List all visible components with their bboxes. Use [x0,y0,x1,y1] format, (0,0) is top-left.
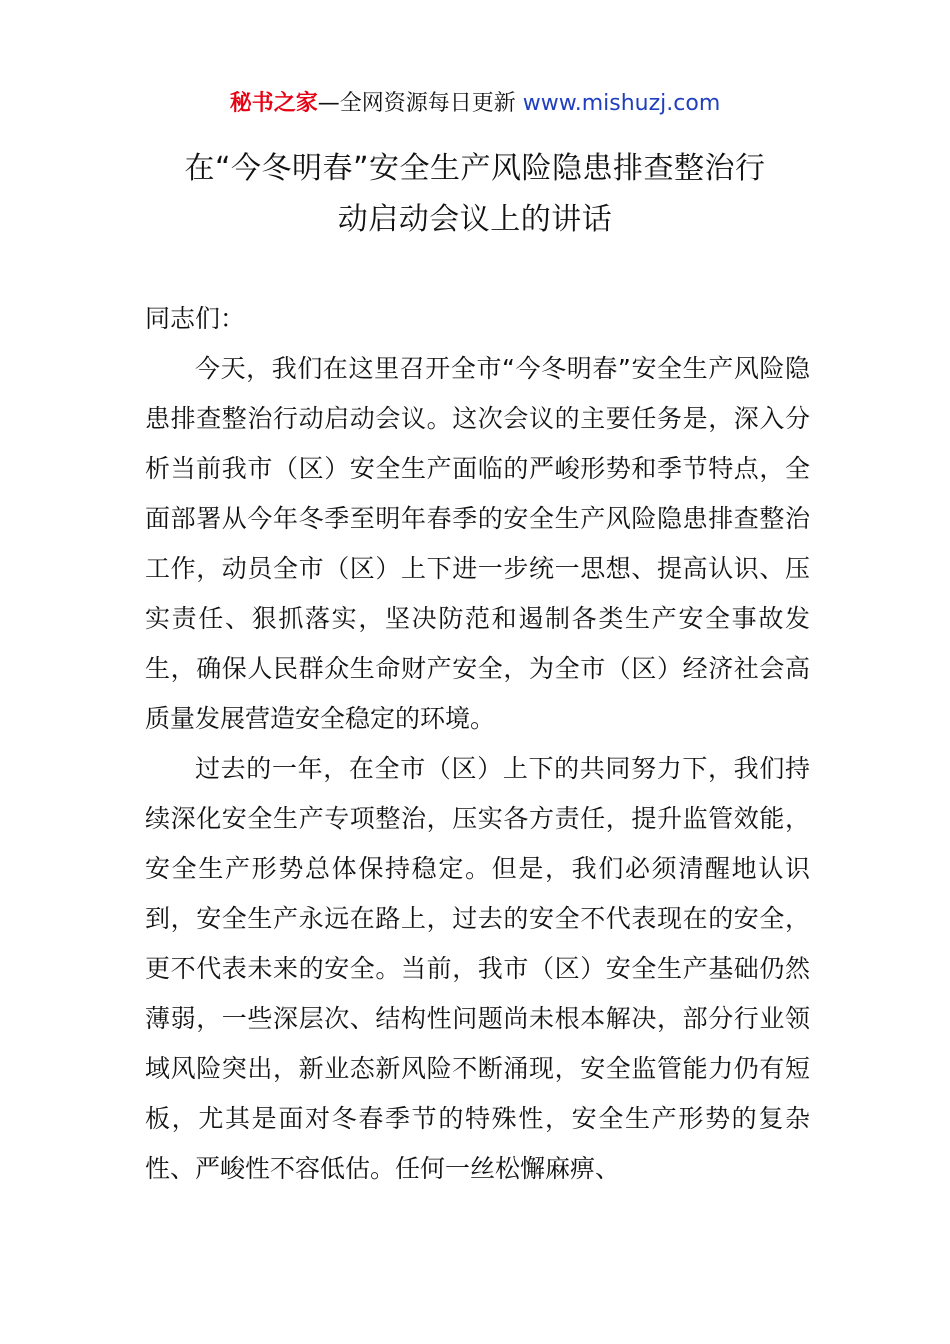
document-title [120,143,830,245]
site-header [0,86,950,122]
site-url-link[interactable]: www.mishuzj.com [515,91,721,116]
site-tagline: —全网资源每日更新 [317,91,516,116]
document-title-line-2: 动启动会议上的讲话 [337,202,613,237]
paragraph-2: 过去的一年，在全市（区）上下的共同努力下，我们持续深化安全生产专项整治，压实各方责任，提升监管效能，安全生产形势总体保持稳定。但是，我们必须清醒地认识到，安全生产永远在路上，过去的安全不代表现在的安全，更不代表未来的安全。当前，我市（区）安全生产基础仍然薄弱，一些深层次、结构性问题尚未根本解决，部分行业领域风险突出，新业态新风险不断涌现，安全监管能力仍有短板，尤其是面对冬春季节的特殊性，安全生产形势的复杂性、严峻性不容低估。任何一丝松懈麻痹、 [145,754,810,1183]
document-body [145,294,810,1194]
paragraph-1: 今天，我们在这里召开全市“今冬明春”安全生产风险隐患排查整治行动启动会议。这次会议的主要任务是，深入分析当前我市（区）安全生产面临的严峻形势和季节特点，全面部署从今年冬季至明年春季的安全生产风险隐患排查整治工作，动员全市（区）上下进一步统一思想、提高认识、压实责任、狠抓落实，坚决防范和遏制各类生产安全事故发生，确保人民群众生命财产安全，为全市（区）经济社会高质量发展营造安全稳定的环境。 [145,354,810,733]
document-title-line-1: 在“今冬明春”安全生产风险隐患排查整治行 [184,151,766,186]
salutation: 同志们： [145,304,246,333]
site-brand: 秘书之家 [229,91,318,116]
